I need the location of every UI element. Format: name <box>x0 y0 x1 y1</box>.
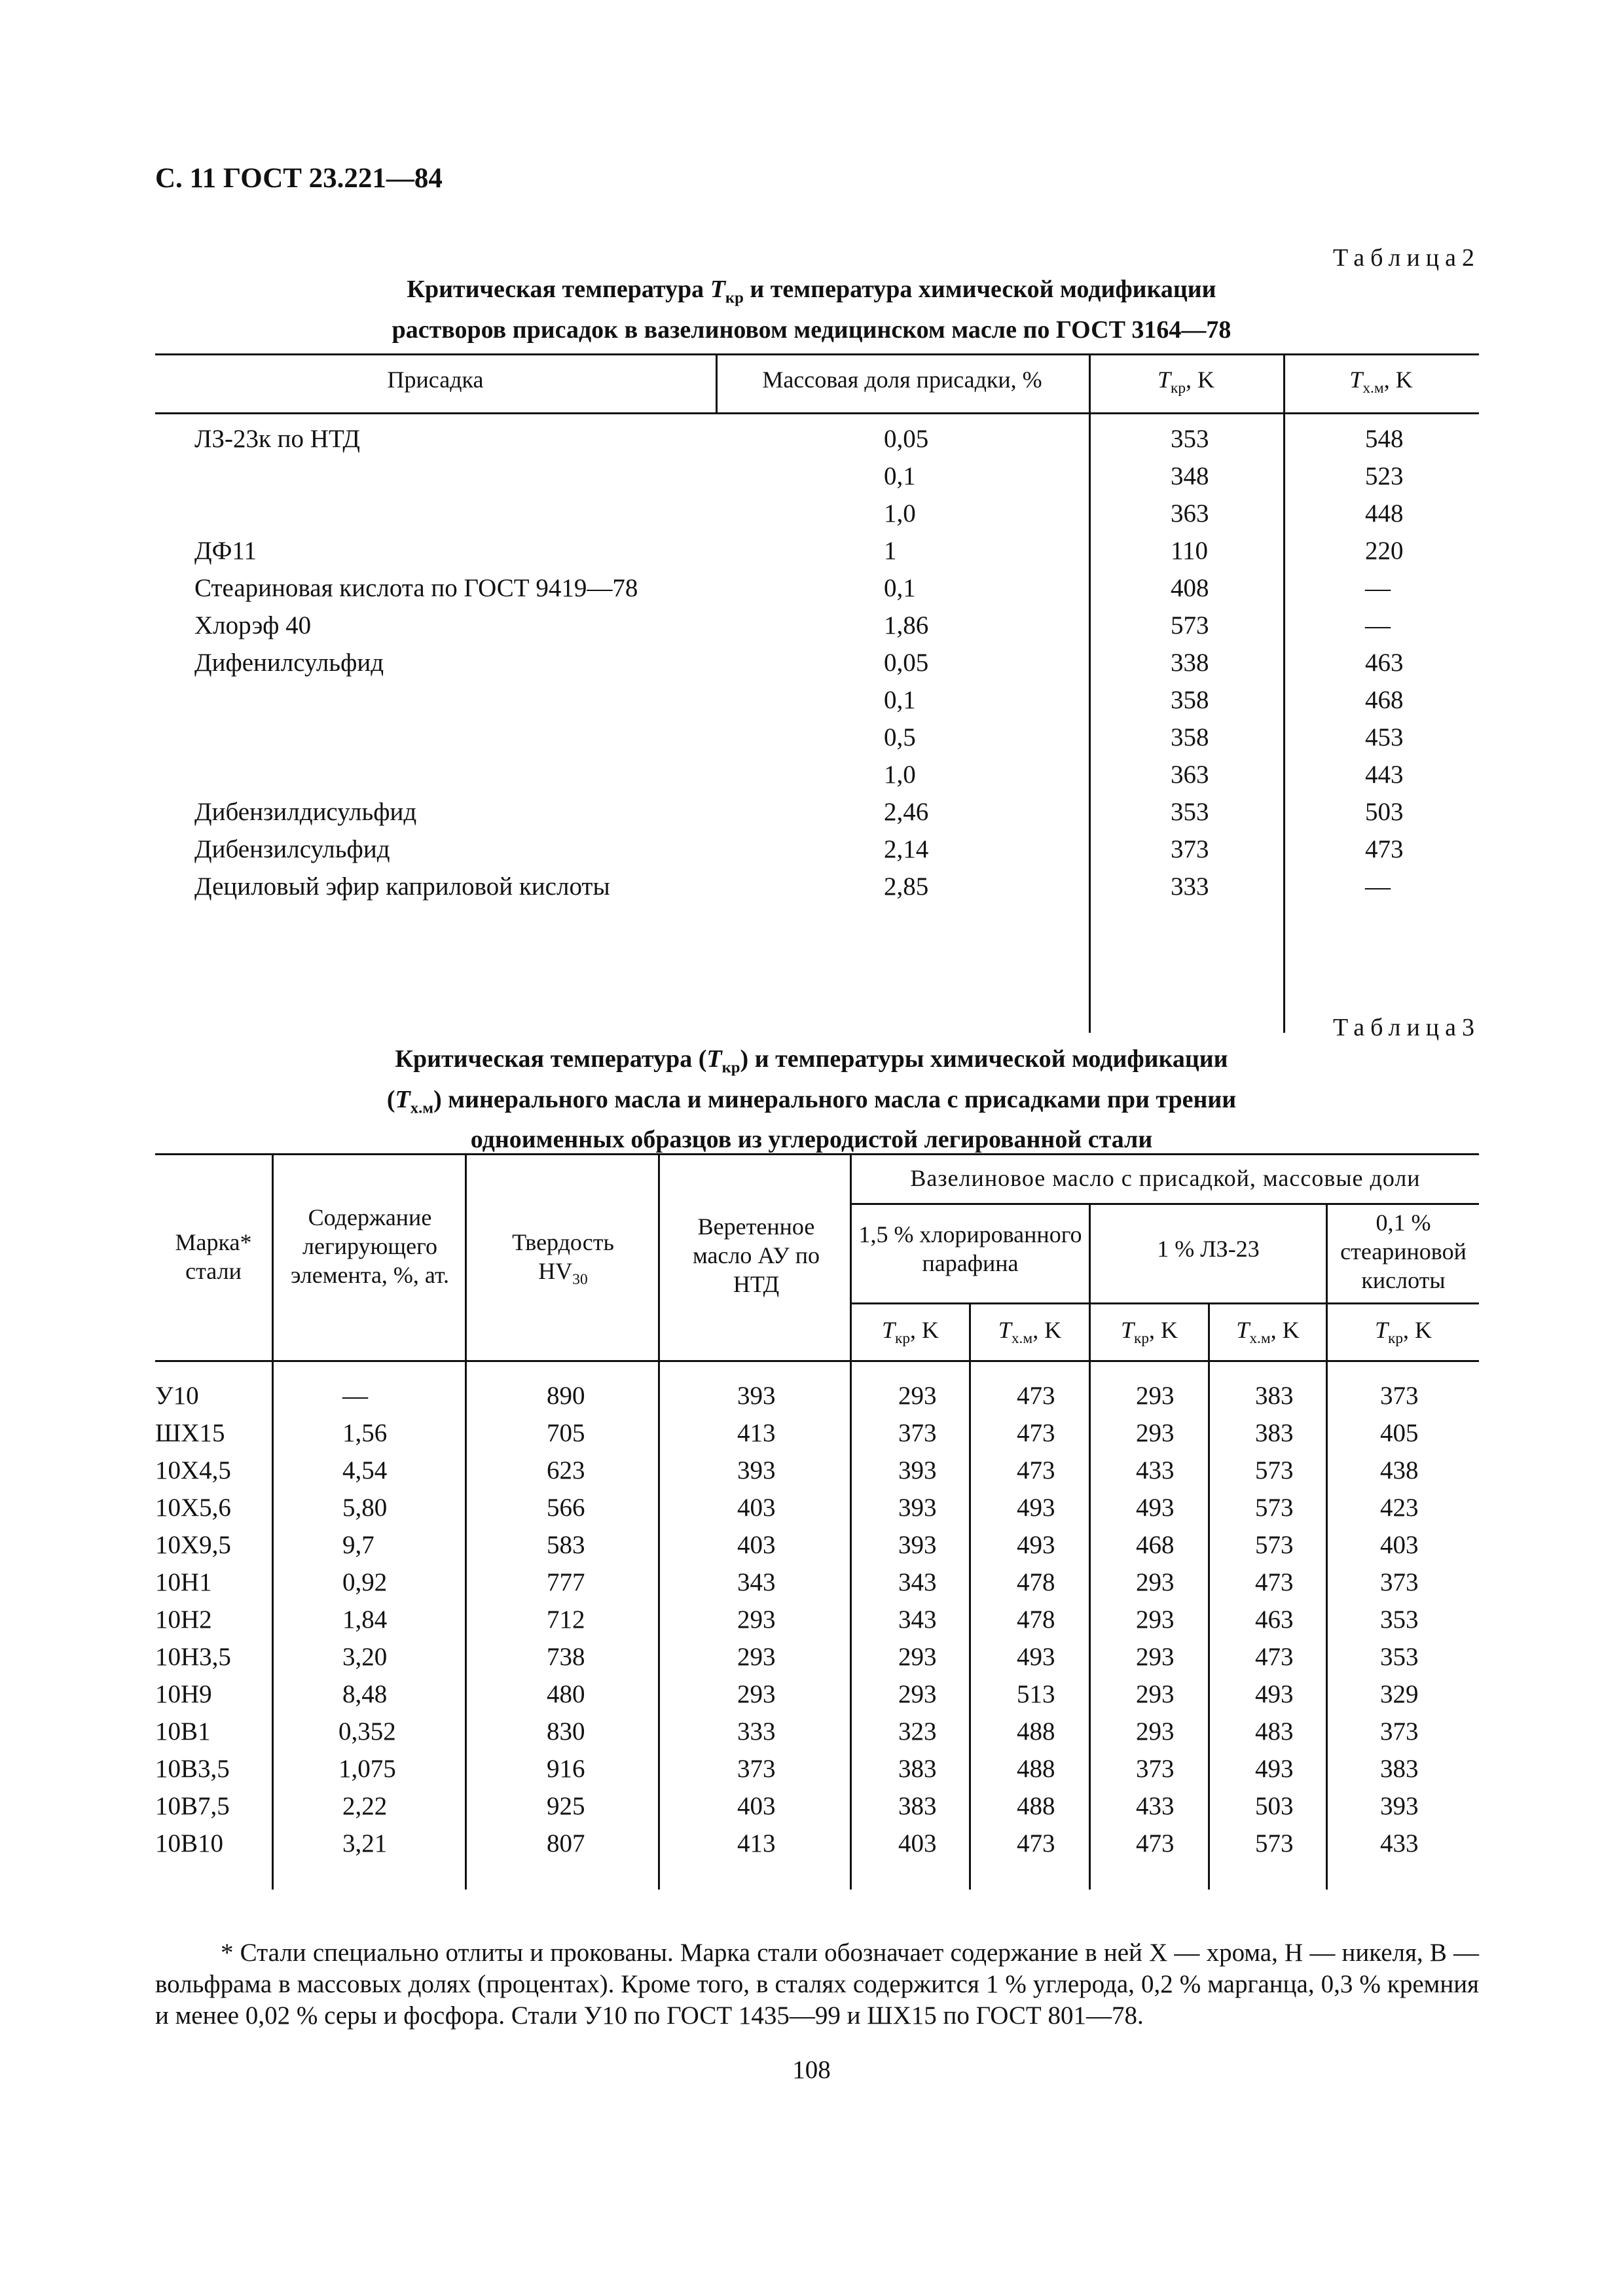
table-row-alloy: 0,92 <box>342 1568 388 1596</box>
table-row-grade: 10Н2 <box>155 1605 212 1634</box>
table-row-grade: 10Н3,5 <box>155 1643 231 1671</box>
table-row-hardness: 583 <box>547 1531 585 1559</box>
table-row-grade: 10Х5,6 <box>155 1494 231 1522</box>
col-header-hardness: Твердость $HV_{30}$ <box>512 1229 614 1289</box>
col-header-thm: $T_{х.м}$, K <box>1349 367 1413 397</box>
table-row-tcr: 363 <box>1171 761 1209 789</box>
table-row-lz-thm: 503 <box>1255 1792 1294 1820</box>
table-row-stearic-tcr: 405 <box>1380 1419 1419 1447</box>
table-row-chlor-tcr: 343 <box>898 1568 937 1596</box>
table-row-thm: 443 <box>1365 761 1404 789</box>
page-number: 108 <box>792 2056 831 2084</box>
table-row-tcr: 110 <box>1171 537 1209 565</box>
table-row-chlor-thm: 493 <box>1017 1494 1055 1522</box>
table-row-chlor-tcr: 393 <box>898 1531 937 1559</box>
table-row-mass: 1,0 <box>884 761 916 789</box>
table-row-chlor-thm: 473 <box>1017 1382 1055 1410</box>
table-row-mass: 1,86 <box>884 611 929 639</box>
table-row-additive: Дифенилсульфид <box>194 649 384 677</box>
table-row-lz-tcr: 433 <box>1136 1792 1175 1820</box>
table-row-hardness: 705 <box>547 1419 585 1447</box>
table-row-lz-thm: 383 <box>1255 1419 1294 1447</box>
table-row-chlor-thm: 513 <box>1017 1680 1055 1708</box>
table-row-lz-tcr: 293 <box>1136 1717 1175 1746</box>
col-header-thm: $T_{х.м}$, K <box>1236 1317 1300 1348</box>
table-row-mass: 2,14 <box>884 835 929 863</box>
table-row-chlor-tcr: 383 <box>898 1755 937 1783</box>
table-row-thm: 453 <box>1365 723 1404 751</box>
table-row-chlor-thm: 478 <box>1017 1568 1055 1596</box>
table-row-stearic-tcr: 393 <box>1380 1792 1419 1820</box>
table-row-hardness: 712 <box>547 1605 585 1634</box>
table-row-spindle: 293 <box>737 1643 776 1671</box>
table-row-grade: 10В7,5 <box>155 1792 230 1820</box>
table-row-thm: 548 <box>1365 425 1404 453</box>
col-header-alloy-content: Содержание легирующего элемента, %, ат. <box>291 1204 449 1288</box>
table-row-chlor-tcr: 323 <box>898 1717 937 1746</box>
table-row-hardness: 807 <box>547 1829 585 1857</box>
table-row-mass: 1 <box>884 537 897 565</box>
table-row-tcr: 363 <box>1171 499 1209 528</box>
table-row-spindle: 393 <box>737 1382 776 1410</box>
table-row-stearic-tcr: 438 <box>1380 1456 1419 1484</box>
table-row-grade: ШХ15 <box>155 1419 225 1447</box>
table-row-tcr: 348 <box>1171 462 1209 490</box>
col-header-spindle-oil: Веретенное масло АУ по НТД <box>692 1213 820 1297</box>
table-row-chlor-tcr: 343 <box>898 1605 937 1634</box>
table-row-mass: 0,05 <box>884 425 929 453</box>
table-row-mass: 2,85 <box>884 872 929 901</box>
table3-caption: Критическая температура $(T_{кр})$ и температуры химической модификации $(T_{х.м})$ минерального масла и минерального масла с присадками при трении одноименных образцов из углеродистой легированной стали <box>386 1045 1237 1154</box>
table-row-chlor-tcr: 373 <box>898 1419 937 1447</box>
table-row-tcr: 353 <box>1171 798 1209 826</box>
table-row-hardness: 480 <box>547 1680 585 1708</box>
table-row-alloy: 1,075 <box>338 1755 396 1783</box>
table-row-chlor-thm: 493 <box>1017 1643 1055 1671</box>
table-row-tcr: 353 <box>1171 425 1209 453</box>
table-row-lz-tcr: 293 <box>1136 1382 1175 1410</box>
table-row-alloy: 8,48 <box>342 1680 388 1708</box>
table-row-spindle: 373 <box>737 1755 776 1783</box>
table-row-grade: 10В3,5 <box>155 1755 230 1783</box>
table-row-chlor-thm: 473 <box>1017 1419 1055 1447</box>
table-row-lz-tcr: 293 <box>1136 1680 1175 1708</box>
table-row-alloy: 5,80 <box>342 1494 388 1522</box>
table-row-alloy: 2,22 <box>342 1792 388 1820</box>
table-row-lz-tcr: 433 <box>1136 1456 1175 1484</box>
table-row-lz-thm: 463 <box>1255 1605 1294 1634</box>
table-row-chlor-tcr: 383 <box>898 1792 937 1820</box>
table-row-tcr: 373 <box>1171 835 1209 863</box>
col-header-thm: $T_{х.м}$, K <box>998 1317 1062 1348</box>
table-row-chlor-thm: 473 <box>1017 1829 1055 1857</box>
table-row-hardness: 830 <box>547 1717 585 1746</box>
table-row-hardness: 738 <box>547 1643 585 1671</box>
table-row-additive: Дибензилдисульфид <box>194 798 417 826</box>
col-header-grade: Марка* стали <box>175 1229 252 1284</box>
table-row-spindle: 333 <box>737 1717 776 1746</box>
table-row-stearic-tcr: 373 <box>1380 1382 1419 1410</box>
table-row-stearic-tcr: 373 <box>1380 1717 1419 1746</box>
table-row-additive: Хлорэф 40 <box>194 611 312 639</box>
table-row-hardness: 623 <box>547 1456 585 1484</box>
table-row-spindle: 293 <box>737 1605 776 1634</box>
col-header-additive: Присадка <box>387 367 484 393</box>
table-row-spindle: 343 <box>737 1568 776 1596</box>
table-row-thm: 220 <box>1365 537 1404 565</box>
table-row-grade: 10Н1 <box>155 1568 212 1596</box>
table-row-grade: У10 <box>155 1382 199 1410</box>
table-row-tcr: 358 <box>1171 723 1209 751</box>
table-row-chlor-tcr: 393 <box>898 1456 937 1484</box>
table-row-hardness: 890 <box>547 1382 585 1410</box>
col-header-vaseline-group: Вазелиновое масло с присадкой, массовые доли <box>910 1165 1421 1191</box>
table-row-stearic-tcr: 423 <box>1380 1494 1419 1522</box>
table-row-tcr: 408 <box>1171 574 1209 602</box>
table-row-lz-thm: 573 <box>1255 1494 1294 1522</box>
table-row-lz-tcr: 373 <box>1136 1755 1175 1783</box>
col-header-tcr: $T_{кр}$, K <box>1120 1317 1178 1348</box>
table-row-additive: ЛЗ-23к по НТД <box>194 425 360 453</box>
table-row-chlor-thm: 488 <box>1017 1792 1055 1820</box>
table-row-mass: 0,1 <box>884 462 916 490</box>
table-row-stearic-tcr: 403 <box>1380 1531 1419 1559</box>
table-row-thm: 468 <box>1365 686 1404 714</box>
table-row-chlor-tcr: 393 <box>898 1494 937 1522</box>
table-row-alloy: 0,352 <box>338 1717 396 1746</box>
table-row-chlor-thm: 493 <box>1017 1531 1055 1559</box>
table-row-lz-tcr: 468 <box>1136 1531 1175 1559</box>
table-row-grade: 10Х9,5 <box>155 1531 231 1559</box>
table-row-lz-tcr: 493 <box>1136 1494 1175 1522</box>
table-row-chlor-tcr: 293 <box>898 1643 937 1671</box>
table-row-alloy: 3,21 <box>342 1829 388 1857</box>
table-row-thm: 473 <box>1365 835 1404 863</box>
table-row-mass: 0,1 <box>884 574 916 602</box>
table-row-grade: 10В10 <box>155 1829 224 1857</box>
table-row-thm: — <box>1365 872 1391 901</box>
table-row-spindle: 293 <box>737 1680 776 1708</box>
table-row-grade: 10Х4,5 <box>155 1456 231 1484</box>
footnote: * Стали специально отлиты и прокованы. Марка стали обозначает содержание в ней Х — хрома, Н — никеля, В — вольфрама в массовых долях (процентах). Кроме того, в сталях содержится 1 % углерода, 0,2 % марганца, 0,3 % кремния и менее 0,02 % серы и фосфора. Стали У10 по ГОСТ 1435—99 и ШХ15 по ГОСТ 801—78. <box>155 1939 1479 2030</box>
table-row-thm: — <box>1365 574 1391 602</box>
table-row-lz-thm: 573 <box>1255 1829 1294 1857</box>
table-row-hardness: 566 <box>547 1494 585 1522</box>
table-row-lz-tcr: 293 <box>1136 1568 1175 1596</box>
table-row-tcr: 573 <box>1171 611 1209 639</box>
col-header-tcr: $T_{кр}$, K <box>1374 1317 1432 1348</box>
table-row-tcr: 333 <box>1171 872 1209 901</box>
col-header-mass-fraction: Массовая доля присадки, % <box>762 367 1042 393</box>
table-row-chlor-tcr: 293 <box>898 1382 937 1410</box>
page-header: С. 11 ГОСТ 23.221—84 <box>155 163 443 194</box>
table-row-stearic-tcr: 329 <box>1380 1680 1419 1708</box>
table-row-lz-tcr: 293 <box>1136 1419 1175 1447</box>
table-row-hardness: 916 <box>547 1755 585 1783</box>
table-row-spindle: 413 <box>737 1419 776 1447</box>
table-row-stearic-tcr: 433 <box>1380 1829 1419 1857</box>
table-row-thm: — <box>1365 611 1391 639</box>
table-row-grade: 10В1 <box>155 1717 211 1746</box>
table-row-stearic-tcr: 353 <box>1380 1605 1419 1634</box>
table-row-spindle: 403 <box>737 1792 776 1820</box>
col-header-lz23: 1 % ЛЗ-23 <box>1157 1236 1260 1262</box>
table-row-mass: 0,05 <box>884 649 929 677</box>
table-row-alloy: 1,56 <box>342 1419 388 1447</box>
table-row-stearic-tcr: 353 <box>1380 1643 1419 1671</box>
table-row-lz-thm: 493 <box>1255 1755 1294 1783</box>
table-row-mass: 2,46 <box>884 798 929 826</box>
table-row-chlor-thm: 488 <box>1017 1755 1055 1783</box>
table2-label: Таблица2 <box>1332 244 1480 272</box>
table-row-hardness: 777 <box>547 1568 585 1596</box>
table-row-additive: Дециловый эфир каприловой кислоты <box>194 872 610 901</box>
table-row-stearic-tcr: 383 <box>1380 1755 1419 1783</box>
table-row-thm: 463 <box>1365 649 1404 677</box>
col-header-tcr: $T_{кр}$, K <box>881 1317 939 1348</box>
table-row-lz-tcr: 293 <box>1136 1605 1175 1634</box>
table2-caption: Критическая температура $T_{кр}$ и температура химической модификации растворов присадок в вазелиновом медицинском масле по ГОСТ 3164—78 <box>392 276 1231 344</box>
table-row-mass: 0,1 <box>884 686 916 714</box>
col-header-chlorinated-paraffin: 1,5 % хлорированного парафина <box>858 1221 1082 1276</box>
table-row-lz-thm: 473 <box>1255 1568 1294 1596</box>
table-row-alloy: 1,84 <box>342 1605 388 1634</box>
col-header-stearic-acid: 0,1 % стеариновой кислоты <box>1340 1210 1467 1293</box>
col-header-tcr: $T_{кр}$, K <box>1157 367 1215 397</box>
table3-label: Таблица3 <box>1332 1014 1480 1041</box>
table-row-chlor-tcr: 403 <box>898 1829 937 1857</box>
table-row-lz-thm: 493 <box>1255 1680 1294 1708</box>
table-row-alloy: 3,20 <box>342 1643 388 1671</box>
table-row-spindle: 393 <box>737 1456 776 1484</box>
table-row-tcr: 358 <box>1171 686 1209 714</box>
table-row-additive: ДФ11 <box>194 537 257 565</box>
table-row-lz-tcr: 473 <box>1136 1829 1175 1857</box>
table-row-lz-thm: 383 <box>1255 1382 1294 1410</box>
table-row-hardness: 925 <box>547 1792 585 1820</box>
table-row-stearic-tcr: 373 <box>1380 1568 1419 1596</box>
table-row-chlor-thm: 488 <box>1017 1717 1055 1746</box>
table-row-lz-thm: 573 <box>1255 1456 1294 1484</box>
table-row-spindle: 403 <box>737 1531 776 1559</box>
table-row-additive: Дибензилсульфид <box>194 835 390 863</box>
table-row-alloy: 4,54 <box>342 1456 388 1484</box>
table-row-chlor-tcr: 293 <box>898 1680 937 1708</box>
table-row-alloy: — <box>342 1382 368 1410</box>
table-row-spindle: 413 <box>737 1829 776 1857</box>
table-row-grade: 10Н9 <box>155 1680 212 1708</box>
table-row-thm: 523 <box>1365 462 1404 490</box>
table-row-thm: 503 <box>1365 798 1404 826</box>
table-row-lz-thm: 473 <box>1255 1643 1294 1671</box>
table-row-chlor-thm: 473 <box>1017 1456 1055 1484</box>
table-row-mass: 0,5 <box>884 723 916 751</box>
table-row-spindle: 403 <box>737 1494 776 1522</box>
table-row-mass: 1,0 <box>884 499 916 528</box>
table-row-alloy: 9,7 <box>342 1531 374 1559</box>
table-row-chlor-thm: 478 <box>1017 1605 1055 1634</box>
table-row-additive: Стеариновая кислота по ГОСТ 9419—78 <box>194 574 638 602</box>
table-row-lz-tcr: 293 <box>1136 1643 1175 1671</box>
table-row-lz-thm: 483 <box>1255 1717 1294 1746</box>
table-row-thm: 448 <box>1365 499 1404 528</box>
table-row-lz-thm: 573 <box>1255 1531 1294 1559</box>
table-row-tcr: 338 <box>1171 649 1209 677</box>
